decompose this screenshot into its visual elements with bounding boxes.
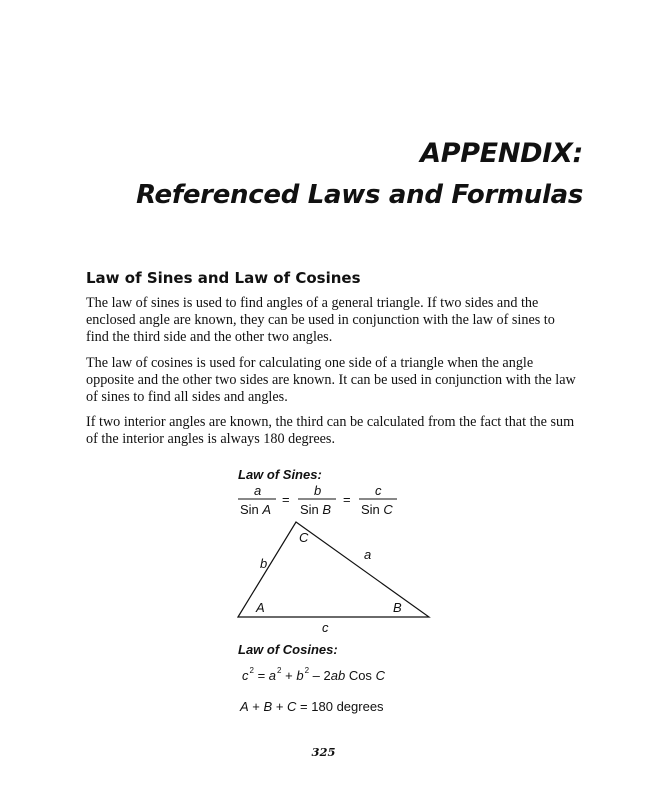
page-number: 325 xyxy=(311,745,336,759)
fraction-numerator-b: b xyxy=(314,483,322,498)
law-of-cosines-formula: $c^2 = a^2 + b^2 - 2ab$ Cos C xyxy=(242,666,385,683)
law-of-sines-label: Law of Sines: xyxy=(238,467,322,482)
appendix-subtitle: Referenced Laws and Formulas xyxy=(136,180,583,210)
side-label-c: c xyxy=(322,620,329,635)
paragraph-angle-sum: If two interior angles are known, the third can be calculated from the fact that the sum of the interior angles is always 180 degrees. xyxy=(86,414,575,447)
equals-sign-2: = xyxy=(343,492,351,507)
paragraph-law-of-cosines: The law of cosines is used for calculating one side of a triangle when the angle opposite and the other two sides are known. It can be used in conjunction with the law of sines to find all sides and angles. xyxy=(86,355,576,405)
fraction-numerator-a: a xyxy=(254,483,262,498)
vertex-label-a: A xyxy=(256,600,265,615)
law-of-cosines-label: Law of Cosines: xyxy=(238,642,338,657)
fraction-denominator-c: Sin C xyxy=(361,502,393,517)
equals-sign-1: = xyxy=(282,492,290,507)
side-label-a: a xyxy=(364,547,372,562)
angle-sum-formula: A + B + C = 180 degrees xyxy=(240,699,384,714)
fraction-denominator-b: Sin B xyxy=(300,502,332,517)
vertex-label-b: B xyxy=(393,600,402,615)
paragraph-law-of-sines: The law of sines is used to find angles of a general triangle. If two sides and the enclosed angle are known, they can be used in conjunction with the law of sines to find the third side and the other two angles. xyxy=(86,295,555,345)
section-heading: Law of Sines and Law of Cosines xyxy=(86,269,361,287)
fraction-numerator-c: c xyxy=(375,483,382,498)
side-label-b: b xyxy=(260,556,268,571)
fraction-denominator-a: Sin A xyxy=(240,502,272,517)
vertex-label-c: C xyxy=(299,530,309,545)
appendix-title: APPENDIX: xyxy=(420,138,583,169)
